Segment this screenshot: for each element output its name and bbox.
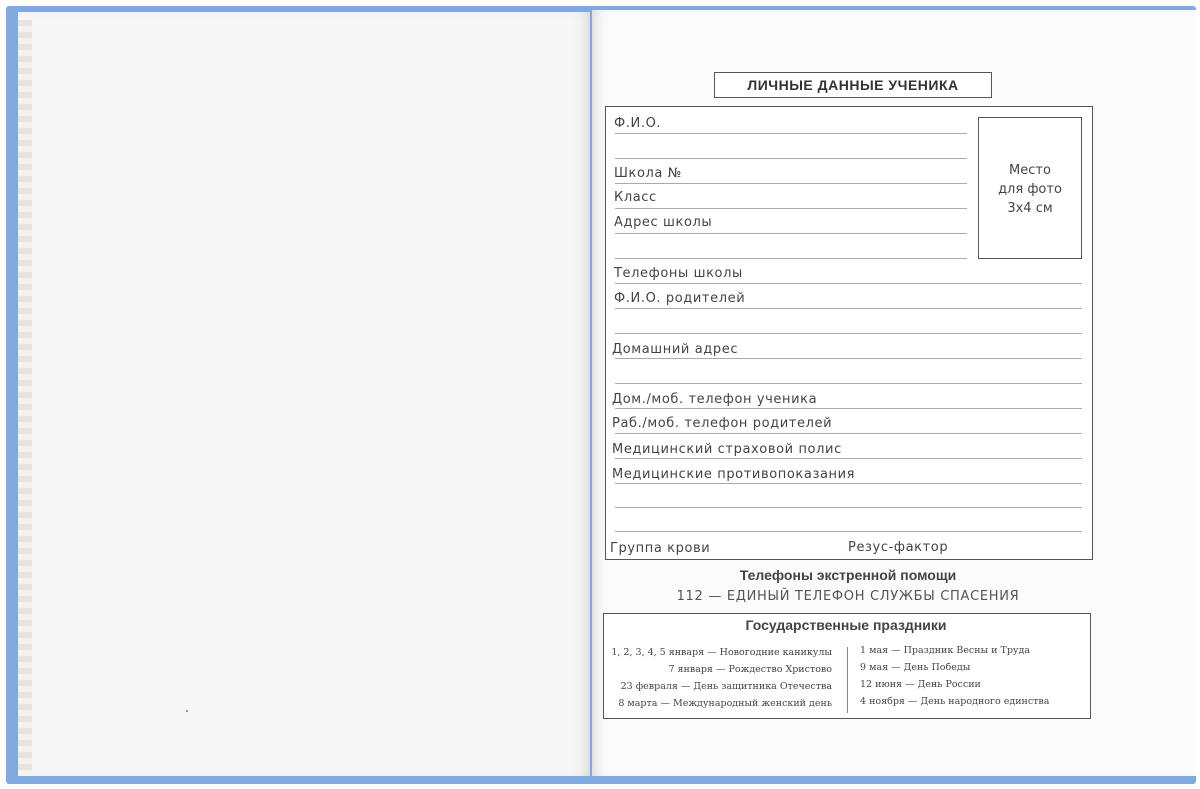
field-student-phone: Дом./моб. телефон ученика — [612, 392, 818, 407]
write-line — [615, 158, 967, 159]
write-line — [615, 133, 967, 134]
write-line — [615, 408, 1082, 409]
write-line — [615, 208, 967, 209]
field-blood-group: Группа крови — [610, 541, 711, 556]
holiday-item: 4 ноября — День народного единства — [860, 696, 1050, 707]
form-title: ЛИЧНЫЕ ДАННЫЕ УЧЕНИКА — [714, 72, 992, 98]
holiday-item: 1 мая — Праздник Весны и Труда — [860, 645, 1031, 656]
left-page — [18, 12, 590, 776]
write-line — [615, 308, 1082, 309]
write-line — [615, 283, 1082, 284]
write-line — [615, 183, 967, 184]
photo-label-1: Место — [1009, 163, 1051, 178]
write-line — [615, 507, 1082, 508]
holiday-item: 23 февраля — День защитника Отечества — [620, 681, 832, 692]
write-line — [615, 233, 967, 234]
field-home-address: Домашний адрес — [612, 342, 739, 357]
photo-label-2: для фото — [998, 182, 1062, 197]
field-parents-fio: Ф.И.О. родителей — [614, 291, 746, 306]
write-line — [615, 258, 967, 259]
holiday-item: 9 мая — День Победы — [860, 662, 971, 673]
photo-label-3: 3x4 см — [1007, 201, 1053, 216]
write-line — [615, 358, 1082, 359]
holiday-item: 8 марта — Международный женский день — [618, 698, 832, 709]
field-school-address: Адрес школы — [614, 215, 713, 230]
field-contraindications: Медицинские противопоказания — [612, 467, 856, 482]
field-rh-factor: Резус-фактор — [848, 540, 949, 555]
paper-speck — [186, 710, 188, 712]
write-line — [615, 458, 1082, 459]
emergency-number: 112 — ЕДИНЫЙ ТЕЛЕФОН СЛУЖБЫ СПАСЕНИЯ — [676, 589, 1020, 604]
field-school-phones: Телефоны школы — [614, 266, 743, 281]
emergency-title: Телефоны экстренной помощи — [739, 567, 957, 583]
write-line — [615, 531, 1082, 532]
holidays-title: Государственные праздники — [745, 617, 947, 633]
field-class: Класс — [614, 190, 657, 205]
field-insurance: Медицинский страховой полис — [612, 442, 842, 457]
holiday-item: 12 июня — День России — [860, 679, 981, 690]
write-line — [615, 383, 1082, 384]
field-school-no: Школа № — [614, 166, 682, 181]
holiday-item: 7 января — Рождество Христово — [668, 664, 832, 675]
field-parents-phone: Раб./моб. телефон родителей — [612, 416, 833, 431]
field-fio: Ф.И.О. — [614, 116, 662, 131]
holidays-divider — [847, 647, 848, 713]
write-line — [615, 433, 1082, 434]
holiday-item: 1, 2, 3, 4, 5 января — Новогодние каникулы — [611, 647, 832, 658]
photo-placeholder — [978, 117, 1082, 259]
endpaper-pattern — [18, 20, 32, 772]
write-line — [615, 483, 1082, 484]
write-line — [615, 333, 1082, 334]
